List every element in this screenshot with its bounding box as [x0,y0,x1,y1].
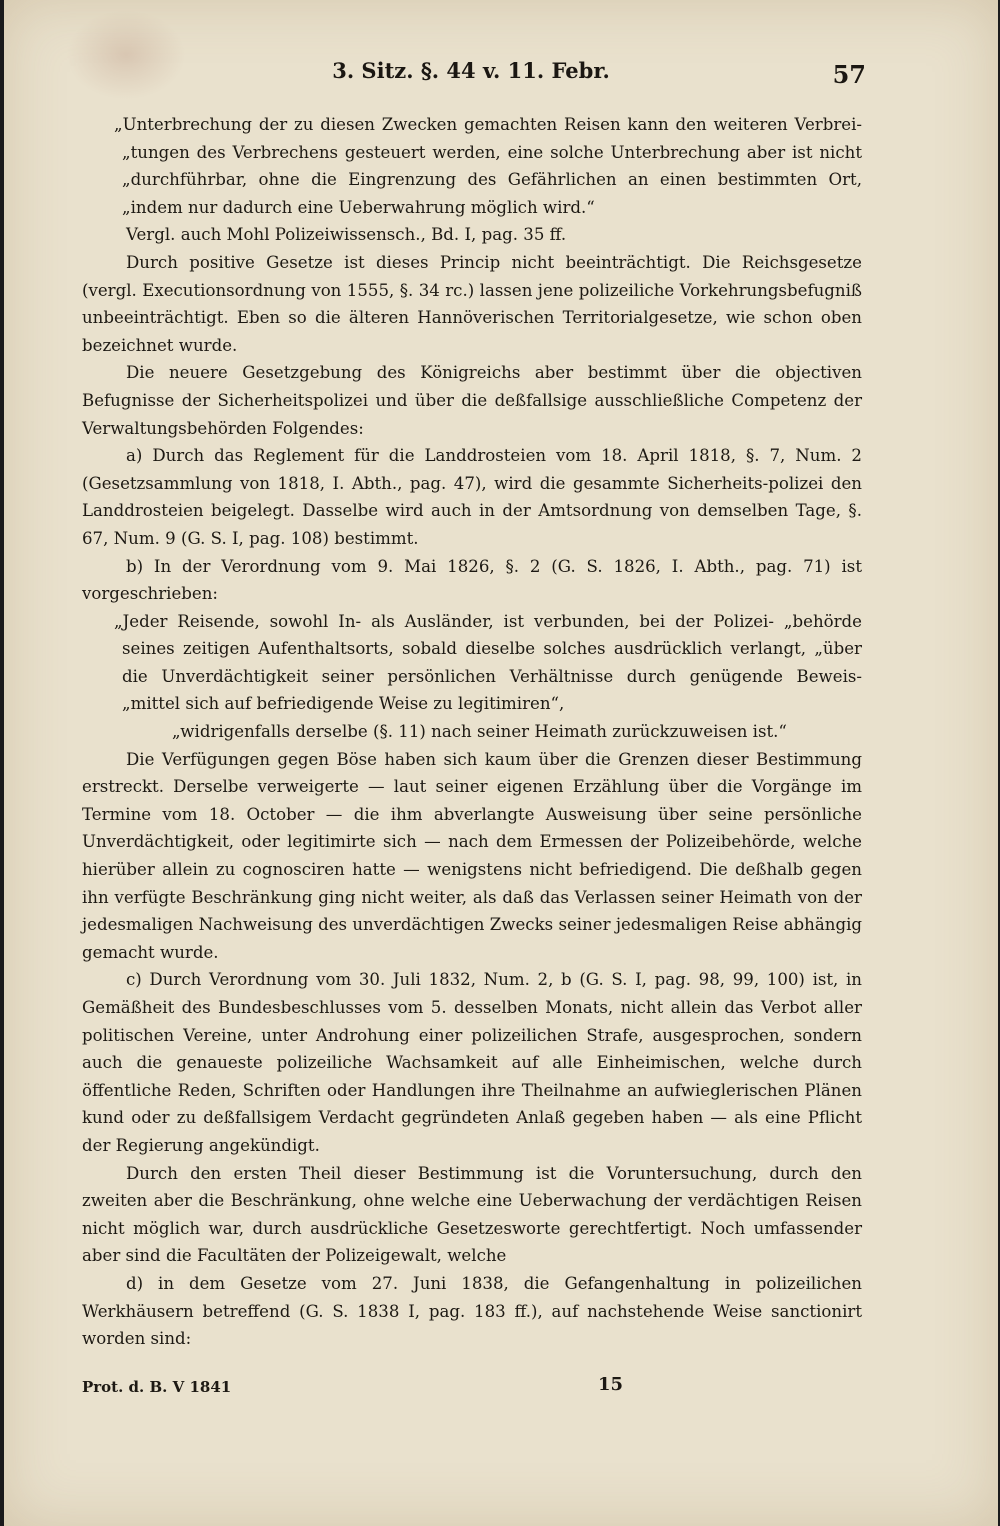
paragraph-item-c: c) Durch Verordnung vom 30. Juli 1832, Num. 2, b (G. S. I, pag. 98, 99, 100) ist, in Gemäßheit des Bundesbeschlusses vom 5. desselben Monats, nicht allein das Verbot aller politischen Vereine, unter Androhung einer polizeilichen Strafe, ausgesprochen, sondern auch die genaueste polizeiliche Wachsamkeit auf alle Einheimischen, welche durch öffentliche Reden, Schriften oder Handlungen ihre Theilnahme an aufwieglerischen Plänen kund oder zu deßfallsigem Verdacht gegründeten Anlaß gegeben haben — als eine Pflicht der Regierung angekündigt. [82,970,862,1155]
paragraph-quote-1: „Unterbrechung der zu diesen Zwecken gemachten Reisen kann den weiteren Verbrei- „tungen des Verbrechens gesteuert werden, eine solche Unterbrechung aber ist nicht „durchführbar, ohne die Eingrenzung des Gefährlichen an einen bestimmten Ort, „indem nur dadurch eine Ueberwahrung möglich wird.“ [114,115,862,217]
paragraph-boese: Die Verfügungen gegen Böse haben sich kaum über die Grenzen dieser Bestimmung erstreckt. Derselbe verweigerte — laut seiner eigenen Erzählung über die Vorgänge im Termine vom 18. October — die ihm abverlangte Ausweisung über seine persönliche Unverdächtigkeit, oder legitimirte sich — nach dem Ermessen der Polizeibehörde, welche hierüber allein zu cognosciren hatte — wenigstens nicht befriedigend. Die deßhalb gegen ihn verfügte Beschränkung ging nicht weiter, als daß das Verlassen seiner Heimath von der jedesmaligen Nachweisung des unverdächtigen Zwecks seiner jedesmaligen Reise abhängig gemacht wurde. [82,749,862,962]
paragraph-quote-2-end: „widrigenfalls derselbe (§. 11) nach seiner Heimath zurückzuweisen ist.“ [172,722,787,742]
page-number: 57 [832,60,866,89]
paragraph-item-d: d) in dem Gesetze vom 27. Juni 1838, die Gefangenhaltung in polizeilichen Werkhäusern betreffend (G. S. 1838 I, pag. 183 ff.), auf nachstehende Weise sanctionirt worden sind: [82,1273,862,1349]
paragraph-item-b: b) In der Verordnung vom 9. Mai 1826, §. 2 (G. S. 1826, I. Abth., pag. 71) ist vorgeschrieben: [82,556,862,604]
paragraph-new-legislation: Die neuere Gesetzgebung des Königreichs aber bestimmt über die objectiven Befugnisse der Sicherheitspolizei und über die deßfallsige ausschließliche Competenz der Verwaltungsbehörden Folgendes: [82,363,862,438]
printer-signature: Prot. d. B. V 1841 [82,1378,232,1396]
body-text [82,111,862,1353]
paragraph-item-a: a) Durch das Reglement für die Landdrosteien vom 18. April 1818, §. 7, Num. 2 (Gesetzsammlung von 1818, I. Abth., pag. 47), wird die gesammte Sicherheits-polizei den Landdrosteien beigelegt. Dasselbe wird auch in der Amtsordnung von demselben Tage, §. 67, Num. 9 (G. S. I, pag. 108) bestimmt. [82,446,862,548]
page-footer [82,1374,862,1404]
paragraph-first-part: Durch den ersten Theil dieser Bestimmung ist die Voruntersuchung, durch den zweiten aber die Beschränkung, ohne welche eine Ueberwachung der verdächtigen Reisen nicht möglich war, durch ausdrückliche Gesetzesworte gerechtfertigt. Noch umfassender aber sind die Facultäten der Polizeigewalt, welche [82,1163,862,1266]
paragraph-quote-2: „Jeder Reisende, sowohl In- als Ausländer, ist verbunden, bei der Polizei- „behörde seines zeitigen Aufenthaltsorts, sobald dieselbe solches ausdrücklich verlangt, „über die Unverdächtigkeit seiner persönlichen Verhältnisse durch genügende Beweis- „mittel sich auf befriedigende Weise zu legitimiren“, [114,611,862,714]
paragraph-positive-laws: Durch positive Gesetze ist dieses Princip nicht beeinträchtigt. Die Reichsgesetze (vergl. Executionsordnung von 1555, §. 34 rc.) lassen jene polizeiliche Vorkehrungsbefugniß unbeeinträchtigt. Eben so die älteren Hannöverischen Territorialgesetze, wie schon oben bezeichnet wurde. [82,252,862,355]
document-page [4,0,998,1526]
running-header: 3. Sitz. §. 44 v. 11. Febr. [332,58,610,83]
paragraph-reference: Vergl. auch Mohl Polizeiwissensch., Bd. I, pag. 35 ff. [126,225,567,245]
sheet-number: 15 [598,1374,624,1395]
